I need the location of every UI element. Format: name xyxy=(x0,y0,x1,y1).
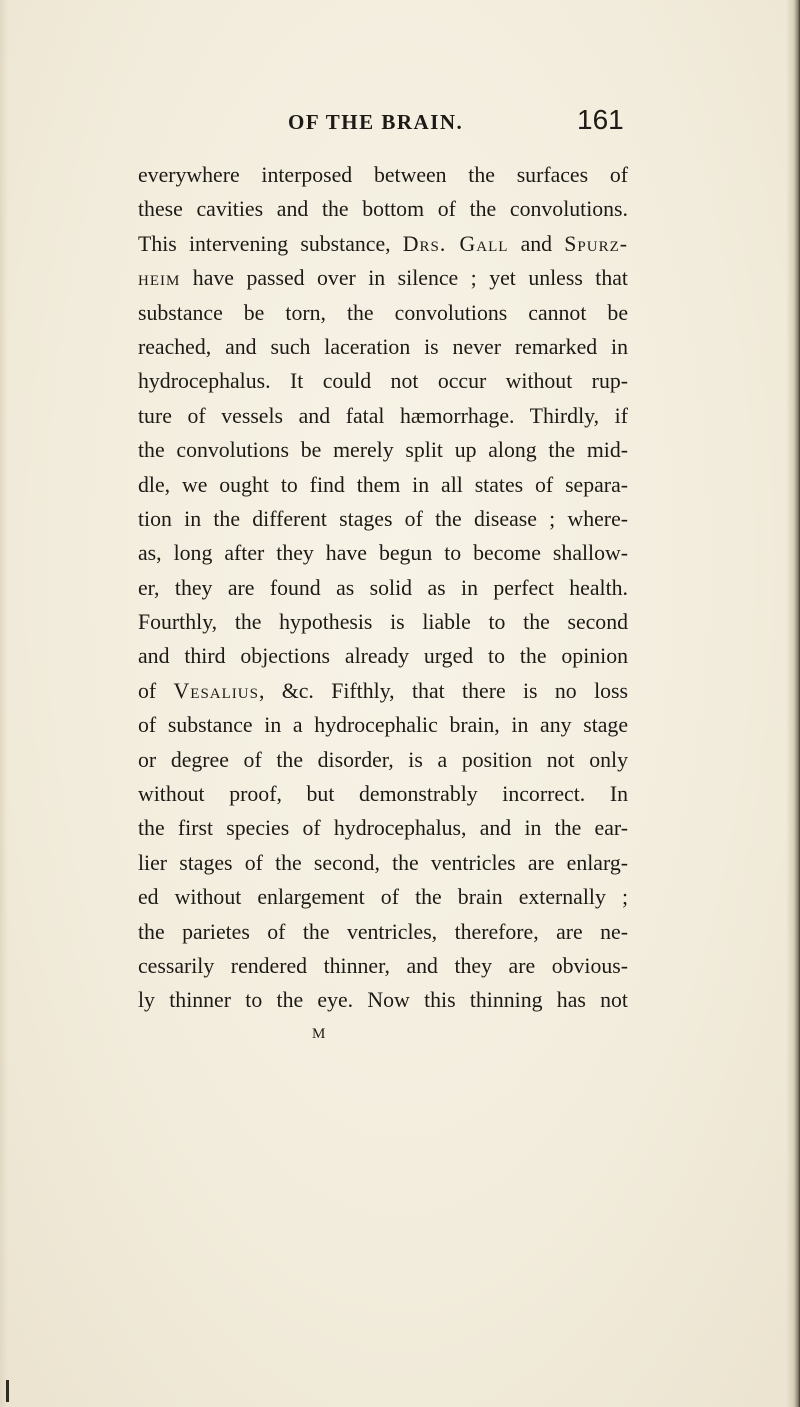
small-caps-name: Spurz- xyxy=(564,231,628,256)
text-segment: have passed over in silence ; yet unless that xyxy=(180,266,628,291)
text-segment: tion in the different stages of the disease ; where- xyxy=(138,506,628,531)
text-segment: cessarily rendered thinner, and they are obvious- xyxy=(138,953,628,978)
small-caps-name: Vesalius xyxy=(173,678,259,703)
text-line xyxy=(138,433,628,467)
text-segment: these cavities and the bottom of the convolutions. xyxy=(138,197,628,222)
text-line xyxy=(138,605,628,639)
text-segment: the convolutions be merely split up along the mid- xyxy=(138,438,628,463)
text-segment: ture of vessels and fatal hæmorrhage. Thirdly, if xyxy=(138,403,628,428)
text-segment: or degree of the disorder, is a position not only xyxy=(138,747,628,772)
text-segment: This intervening substance, xyxy=(138,231,403,256)
text-segment: without proof, but demonstrably incorrect. In xyxy=(138,782,628,807)
text-segment: of substance in a hydrocephalic brain, in any stage xyxy=(138,713,628,738)
text-segment: the first species of hydrocephalus, and in the ear- xyxy=(138,816,628,841)
text-segment: reached, and such laceration is never remarked in xyxy=(138,334,628,359)
text-line xyxy=(138,227,628,261)
text-line xyxy=(138,502,628,536)
text-line xyxy=(138,571,628,605)
text-line xyxy=(138,708,628,742)
text-segment: , &c. Fifthly, that there is no loss xyxy=(258,678,629,703)
text-line xyxy=(138,296,628,330)
text-line xyxy=(138,846,628,880)
text-segment: hydrocephalus. It could not occur without rup- xyxy=(138,369,628,394)
small-caps-name: heim xyxy=(138,266,181,291)
text-segment: and third objections already urged to the opinion xyxy=(138,644,628,669)
text-line xyxy=(138,983,628,1017)
text-line xyxy=(138,261,628,295)
page-left-edge xyxy=(0,0,8,1407)
running-head-title: OF THE BRAIN. xyxy=(288,110,464,134)
text-line xyxy=(138,743,628,777)
text-line xyxy=(138,364,628,398)
text-segment: of xyxy=(138,678,174,703)
running-head xyxy=(0,104,800,144)
text-segment: everywhere interposed between the surfaces of xyxy=(138,163,628,187)
signature-letter: M xyxy=(312,1026,326,1042)
text-segment: substance be torn, the convolutions cannot be xyxy=(138,300,628,325)
page-number: 161 xyxy=(577,104,624,135)
text-line xyxy=(138,777,628,811)
text-line xyxy=(138,192,628,226)
text-line xyxy=(138,399,628,433)
text-segment: Fourthly, the hypothesis is liable to the second xyxy=(138,610,628,635)
text-line xyxy=(138,639,628,673)
text-segment: ly thinner to the eye. Now this thinning has not xyxy=(138,988,628,1013)
text-line xyxy=(138,536,628,570)
text-segment: lier stages of the second, the ventricles are enlarg- xyxy=(138,850,628,875)
text-segment: and xyxy=(508,231,565,256)
body-text xyxy=(138,158,628,1018)
text-line xyxy=(138,949,628,983)
page-right-edge-shadow xyxy=(786,0,800,1407)
text-line xyxy=(138,330,628,364)
text-segment: as, long after they have begun to become shallow- xyxy=(138,541,628,566)
small-caps-name: Drs. Gall xyxy=(402,231,509,256)
text-segment: the parietes of the ventricles, therefore, are ne- xyxy=(138,919,628,944)
text-line xyxy=(138,674,628,708)
text-line xyxy=(138,158,628,192)
text-line xyxy=(138,915,628,949)
text-line xyxy=(138,468,628,502)
text-segment: dle, we ought to find them in all states of separa- xyxy=(138,472,628,497)
text-segment: ed without enlargement of the brain externally ; xyxy=(138,885,628,910)
text-line xyxy=(138,880,628,914)
text-segment: er, they are found as solid as in perfect health. xyxy=(138,575,628,600)
text-line xyxy=(138,811,628,845)
corner-mark xyxy=(6,1380,9,1402)
